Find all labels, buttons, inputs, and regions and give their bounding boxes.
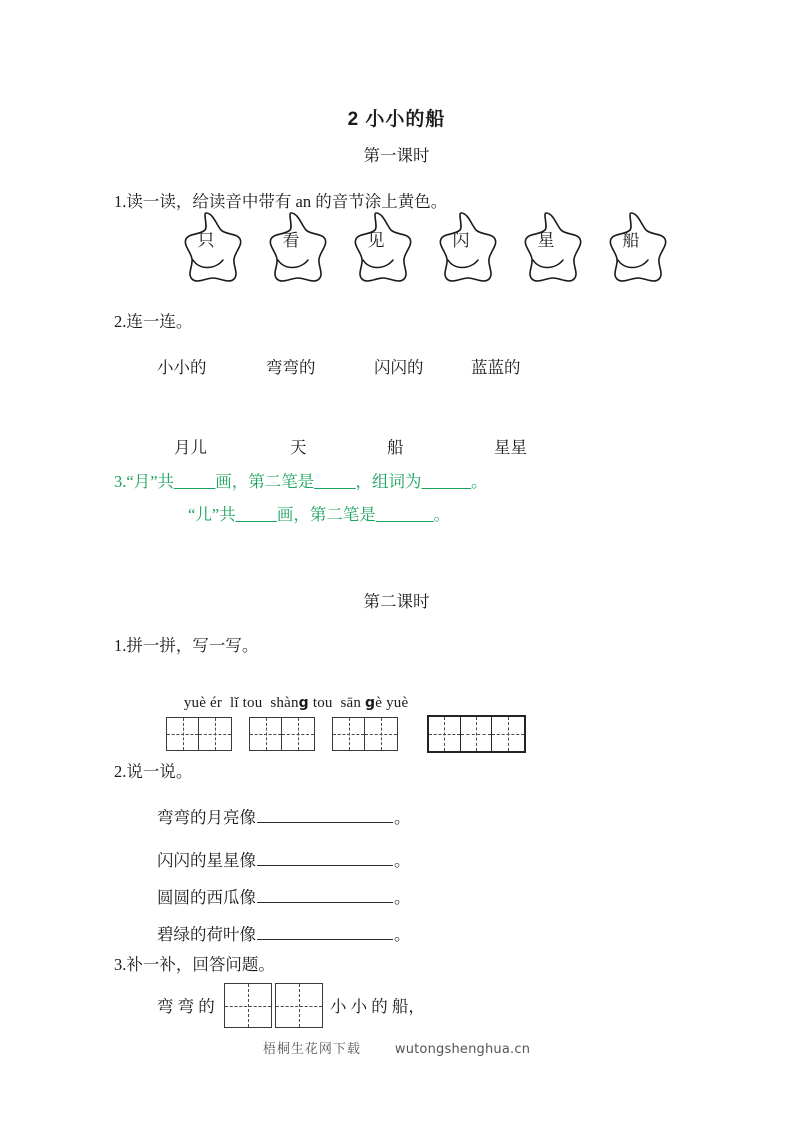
fill-sentence-suffix: 。 xyxy=(394,808,411,827)
writing-grid-cell[interactable] xyxy=(429,717,461,751)
star-item-0[interactable] xyxy=(163,208,249,290)
question-2-3-prefix: 弯 弯 的 xyxy=(157,997,215,1016)
match-bottom-word-1[interactable]: 天 xyxy=(290,438,307,457)
footer-site-name: 梧桐生花网下载 xyxy=(262,1041,361,1056)
answer-grid-0[interactable] xyxy=(224,983,272,1028)
star-item-5[interactable] xyxy=(588,208,674,290)
question-1-2-prompt: 2.连一连。 xyxy=(114,312,193,331)
match-bottom-word-2[interactable]: 船 xyxy=(387,438,404,457)
q13-text-d: 。 xyxy=(471,472,488,491)
pinyin-word-1: yuè ér xyxy=(183,695,223,711)
q13b-blank-2[interactable]: _______ xyxy=(375,505,434,524)
star-label: 闪 xyxy=(452,231,470,250)
star-row xyxy=(163,208,673,290)
q13b-blank-1[interactable]: _____ xyxy=(235,505,277,524)
q13-blank-1[interactable]: _____ xyxy=(174,472,216,491)
question-2-1-prompt: 1.拼一拼，写一写。 xyxy=(114,636,259,655)
lesson-period-two: 第二课时 xyxy=(363,592,430,611)
q13-blank-2[interactable]: _____ xyxy=(314,472,356,491)
pinyin-word-4b: è yuè xyxy=(375,695,409,711)
fill-sentence-blank[interactable] xyxy=(257,849,393,866)
star-item-1[interactable] xyxy=(248,208,334,290)
q13b-text-a: “儿”共 xyxy=(188,505,236,524)
pinyin-word-3a: shàn xyxy=(270,695,299,711)
q13-text-b: 画，第二笔是 xyxy=(215,472,315,491)
grid-vmid xyxy=(349,718,350,750)
writing-grid-cell[interactable] xyxy=(250,718,282,750)
question-1-3-line-2 xyxy=(188,505,450,525)
q13-blank-3[interactable]: ______ xyxy=(421,472,472,491)
page-title: 2 小小的船 xyxy=(347,109,446,130)
footer-site-url[interactable]: wutongshenghua.cn xyxy=(394,1042,531,1057)
star-item-2[interactable] xyxy=(333,208,419,290)
question-2-3-suffix: 小 小 的 船， xyxy=(330,997,425,1016)
writing-grid-group-0[interactable] xyxy=(166,717,232,751)
star-label: 只 xyxy=(197,231,215,250)
grid-vmid xyxy=(476,717,477,751)
grid-vmid xyxy=(183,718,184,750)
pinyin-word-4a: sān xyxy=(340,695,366,711)
pinyin-word-3g: g xyxy=(298,695,309,711)
match-top-word-3[interactable]: 蓝蓝的 xyxy=(471,358,521,377)
grid-vmid xyxy=(381,718,382,750)
star-label: 船 xyxy=(622,231,640,250)
writing-grid-group-1[interactable] xyxy=(249,717,315,751)
match-top-word-2[interactable]: 闪闪的 xyxy=(374,358,424,377)
fill-sentence-prefix: 碧绿的荷叶像 xyxy=(157,925,256,944)
answer-grid-1[interactable] xyxy=(275,983,323,1028)
star-label: 看 xyxy=(282,231,300,250)
lesson-period-one: 第一课时 xyxy=(363,146,430,165)
match-bottom-word-3[interactable]: 星星 xyxy=(494,438,527,457)
star-item-4[interactable] xyxy=(503,208,589,290)
grid-vmid xyxy=(444,717,445,751)
writing-grid-cell[interactable] xyxy=(225,984,271,1027)
fill-sentence-suffix: 。 xyxy=(394,851,411,870)
question-1-1-prompt: 1.读一读，给读音中带有 an 的音节涂上黄色。 xyxy=(114,192,448,211)
fill-sentence-blank[interactable] xyxy=(257,806,393,823)
writing-grid-cell[interactable] xyxy=(365,718,397,750)
grid-vmid xyxy=(298,718,299,750)
fill-sentence-3 xyxy=(157,921,411,945)
star-label: 星 xyxy=(537,231,555,250)
grid-vmid xyxy=(266,718,267,750)
match-top-word-0[interactable]: 小小的 xyxy=(157,358,207,377)
q13-text-c: ，组词为 xyxy=(355,472,422,491)
writing-grid-group-3[interactable] xyxy=(427,715,526,753)
fill-sentence-suffix: 。 xyxy=(394,888,411,907)
q13b-text-b: 画，第二笔是 xyxy=(276,505,376,524)
pinyin-gap-3 xyxy=(333,695,341,711)
star-item-3[interactable] xyxy=(418,208,504,290)
fill-sentence-0 xyxy=(157,804,411,828)
match-top-word-1[interactable]: 弯弯的 xyxy=(266,358,316,377)
writing-grid-cell[interactable] xyxy=(276,984,322,1027)
match-bottom-word-0[interactable]: 月儿 xyxy=(174,438,207,457)
question-1-3-line-1 xyxy=(114,472,488,492)
grid-vmid xyxy=(508,717,509,751)
fill-sentence-blank[interactable] xyxy=(257,886,393,903)
fill-sentence-prefix: 闪闪的星星像 xyxy=(157,851,256,870)
footer-watermark xyxy=(0,1038,793,1057)
writing-grid-group-2[interactable] xyxy=(332,717,398,751)
writing-grid-cell[interactable] xyxy=(282,718,314,750)
writing-grid-cell[interactable] xyxy=(199,718,231,750)
grid-vmid xyxy=(299,984,300,1027)
q13-text-a: 3.“月”共 xyxy=(114,472,175,491)
star-label: 见 xyxy=(367,231,385,250)
pinyin-word-4g: g xyxy=(365,695,376,711)
fill-sentence-prefix: 弯弯的月亮像 xyxy=(157,808,256,827)
question-2-3-prompt: 3.补一补，回答问题。 xyxy=(114,955,275,974)
fill-sentence-blank[interactable] xyxy=(257,923,393,940)
fill-sentence-2 xyxy=(157,884,411,908)
fill-sentence-suffix: 。 xyxy=(394,925,411,944)
question-2-2-prompt: 2.说一说。 xyxy=(114,762,193,781)
pinyin-gap-1 xyxy=(222,695,230,711)
writing-grid-cell[interactable] xyxy=(461,717,493,751)
writing-grid-cell[interactable] xyxy=(492,717,524,751)
fill-sentence-prefix: 圆圆的西瓜像 xyxy=(157,888,256,907)
pinyin-word-3b: tou xyxy=(308,695,333,711)
pinyin-word-2: lǐ tou xyxy=(229,695,263,711)
q13b-text-c: 。 xyxy=(433,505,451,524)
writing-grid-cell[interactable] xyxy=(167,718,199,750)
grid-vmid xyxy=(248,984,249,1027)
writing-grid-cell[interactable] xyxy=(333,718,365,750)
fill-sentence-1 xyxy=(157,847,411,871)
grid-vmid xyxy=(215,718,216,750)
